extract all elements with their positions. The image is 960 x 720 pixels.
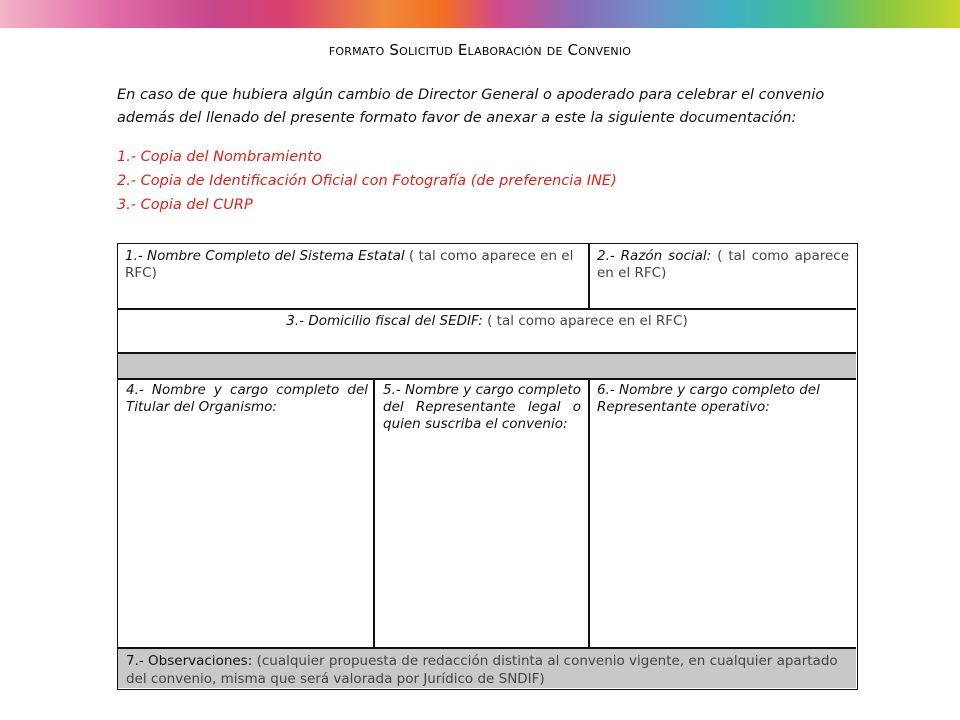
grid-line (118, 647, 856, 649)
requirement-item: 2.- Copia de Identificación Oficial con Fotografía (de preferencia INE) (117, 173, 617, 189)
field-label: 1.- Nombre Completo del Sistema Estatal (125, 248, 405, 264)
field-fiscal-address[interactable] (118, 313, 856, 330)
field-head-of-organism[interactable] (126, 382, 368, 644)
field-label: 3.- Domicilio fiscal del SEDIF: (286, 313, 483, 329)
field-label: 5.- Nombre y cargo completo del Representante legal o quien suscriba el convenio: (383, 382, 581, 432)
field-label: 2.- Razón social: (597, 248, 712, 264)
grid-line (118, 308, 856, 310)
field-note: (cualquier propuesta de redacción distinta al convenio vigente, en cualquier apartado del convenio, misma que será valorada por Jurídico de SNDIF) (126, 653, 838, 687)
field-label: 6.- Nombre y cargo completo del Representante operativo: (597, 382, 820, 415)
requirement-item: 1.- Copia del Nombramiento (117, 149, 322, 165)
request-form-table (117, 243, 858, 690)
intro-paragraph: En caso de que hubiera algún cambio de Director General o apoderado para celebrar el convenio además del llenado del presente formato favor de anexar a este la siguiente documentación: (117, 87, 825, 126)
field-business-name[interactable] (597, 248, 849, 282)
field-label: 4.- Nombre y cargo completo del Titular del Organismo: (126, 382, 368, 415)
shaded-separator-row (118, 352, 856, 378)
field-note: ( tal como aparece en el RFC) (597, 248, 849, 281)
decorative-color-band (0, 0, 960, 28)
field-note: ( tal como aparece en el RFC) (487, 313, 688, 329)
document-title: formato Solicitud Elaboración de Convenio (328, 41, 632, 59)
requirement-item: 3.- Copia del CURP (117, 197, 253, 213)
grid-line (588, 244, 590, 308)
grid-line (588, 378, 590, 648)
field-operative-representative[interactable] (597, 382, 851, 644)
field-note: ( tal como aparece en el RFC) (125, 248, 574, 281)
grid-line (118, 378, 856, 380)
field-legal-representative[interactable] (383, 382, 581, 644)
field-observations[interactable] (126, 652, 854, 688)
grid-line (373, 378, 375, 648)
field-label: 7.- Observaciones: (126, 653, 253, 669)
grid-line (118, 352, 856, 354)
field-system-name[interactable] (125, 248, 583, 282)
